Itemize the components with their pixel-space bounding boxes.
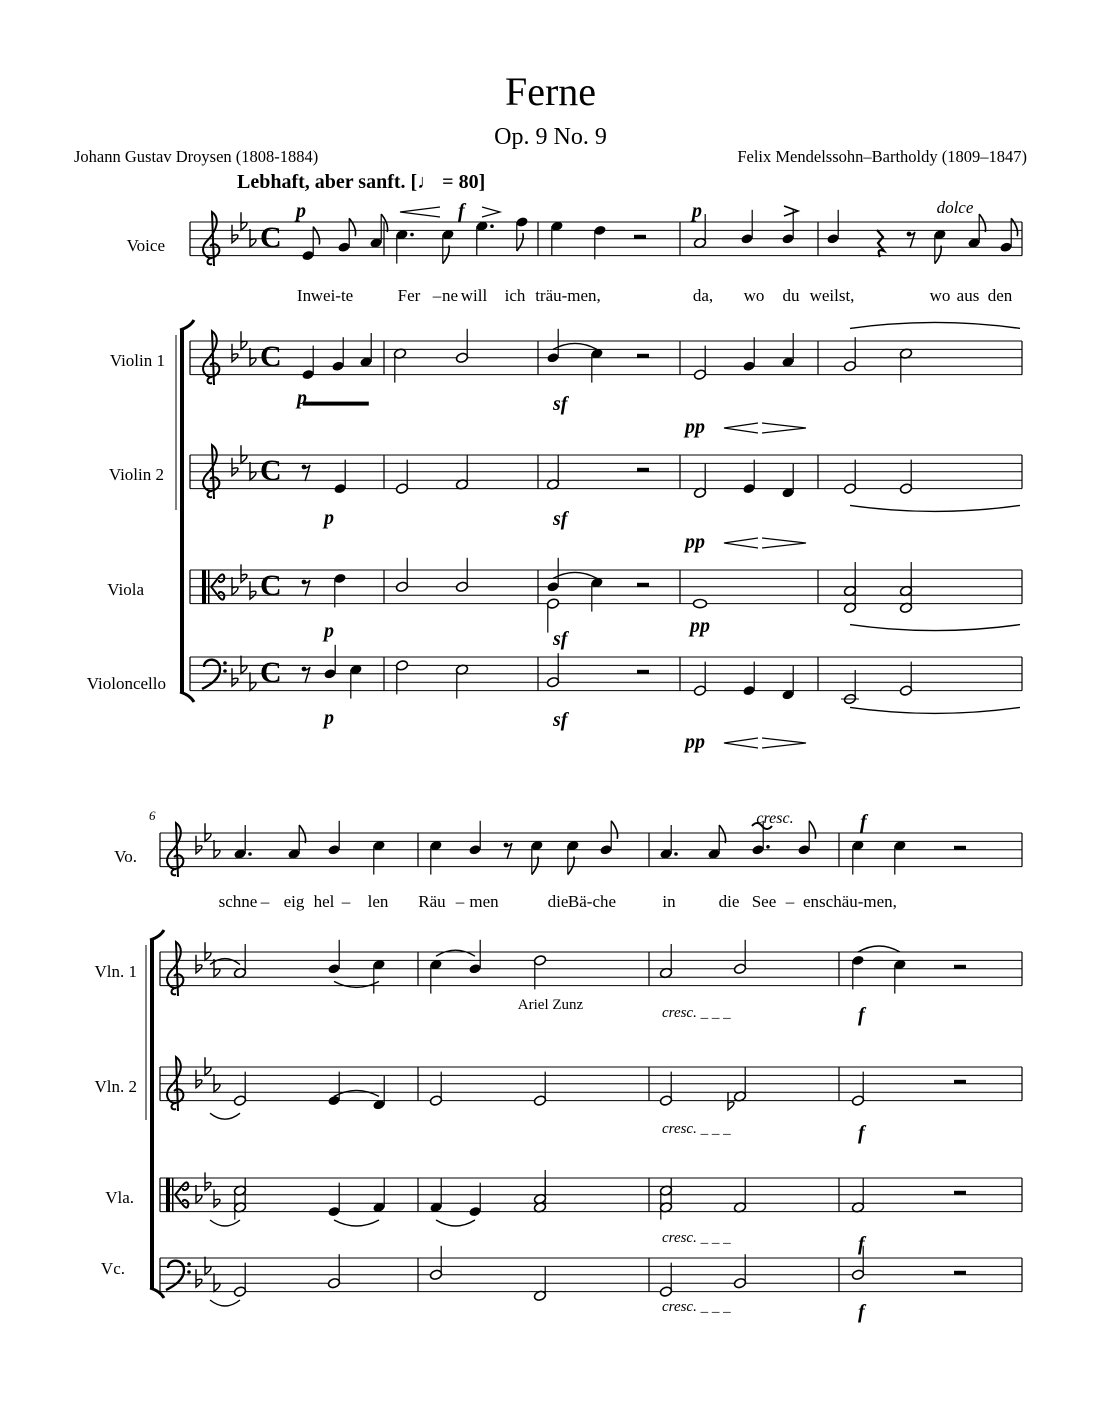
- lyric-syllable: du: [782, 286, 800, 305]
- engraver-credit: Ariel Zunz: [517, 997, 584, 1013]
- alto-clef-icon: [202, 570, 206, 604]
- flat-icon: [250, 462, 256, 480]
- crescendo-hairpin: [724, 423, 758, 433]
- staff-vo-: [160, 833, 1022, 867]
- dynamic-mark: pp: [685, 416, 705, 438]
- note: [372, 1178, 385, 1213]
- staff-violin-2: [190, 455, 1022, 489]
- flat-icon: [250, 348, 256, 366]
- group-bracket: [150, 930, 164, 940]
- group-bracket: [180, 320, 194, 330]
- alto-clef-icon: [172, 1178, 174, 1212]
- note: [781, 666, 794, 701]
- note: [455, 558, 468, 593]
- note: [301, 227, 319, 262]
- note: [327, 1254, 340, 1289]
- decrescendo-hairpin: [762, 423, 806, 433]
- measure-number: 6: [149, 808, 156, 823]
- note: [893, 840, 906, 875]
- lyric-syllable: die: [547, 892, 569, 911]
- beam: [303, 402, 369, 406]
- lyric-syllable: –: [260, 892, 270, 911]
- note: [933, 229, 946, 264]
- note: [733, 1254, 746, 1289]
- cresc-marking: cresc. _ _ _: [662, 1230, 731, 1246]
- note: [546, 329, 559, 364]
- lyric-syllable: in: [662, 892, 676, 911]
- staff-vla-: [160, 1178, 1022, 1212]
- note: [429, 1246, 442, 1281]
- flat-icon: [241, 212, 247, 230]
- flat-icon: [205, 1172, 211, 1190]
- staff-vc-: [160, 1258, 1022, 1292]
- note: [593, 225, 606, 260]
- note: [550, 220, 563, 255]
- note: [733, 940, 746, 975]
- note: [533, 1072, 546, 1107]
- slur: [436, 950, 475, 956]
- lyric-syllable: den: [987, 286, 1013, 305]
- alto-clef-icon: [208, 570, 210, 604]
- group-bracket: [150, 940, 154, 1288]
- flat-icon: [241, 564, 247, 582]
- note: [301, 346, 314, 381]
- flag: [313, 227, 319, 245]
- group-bracket: [180, 692, 194, 702]
- poet-credit: Johann Gustav Droysen (1808-1884): [74, 147, 319, 166]
- flag: [568, 857, 574, 875]
- dynamic-mark: f: [858, 1301, 865, 1323]
- note: [546, 653, 559, 688]
- lyric-syllable: Bä-che: [567, 892, 617, 911]
- flat-icon: [241, 656, 247, 674]
- flat-icon: [196, 1070, 202, 1088]
- instrument-label-short: Vc.: [100, 1259, 125, 1278]
- half-rest: [637, 583, 649, 587]
- note: [899, 348, 912, 383]
- note: [323, 645, 336, 680]
- flat-icon: [205, 823, 211, 841]
- note: [327, 1183, 340, 1218]
- note: [455, 664, 468, 699]
- note: [546, 455, 559, 490]
- dynamic-mark: p: [324, 707, 334, 729]
- flat-icon: [196, 955, 202, 973]
- lyric-syllable: hel: [313, 892, 335, 911]
- dynamic-mark: sf: [553, 709, 568, 731]
- lyric-syllable: en: [802, 892, 820, 911]
- note: [429, 1178, 442, 1213]
- lyric-syllable: ich: [504, 286, 526, 305]
- lyric-syllable: See: [751, 892, 777, 911]
- lyric-syllable: ne: [441, 286, 459, 305]
- note: [659, 944, 672, 979]
- note: [693, 464, 706, 499]
- half-rest: [634, 235, 646, 239]
- page-title: Ferne: [504, 69, 597, 114]
- lyric-syllable: schne: [218, 892, 258, 911]
- lyric-syllable: da,: [692, 286, 714, 305]
- flat-icon: [232, 577, 238, 595]
- lyric-syllable: wo: [929, 286, 951, 305]
- half-rest: [637, 354, 649, 358]
- note: [533, 1267, 546, 1302]
- opus-number: Op. 9 No. 9: [494, 124, 607, 150]
- note: [826, 210, 839, 245]
- staff-violoncello: [190, 657, 1022, 691]
- instrument-label-short: Vln. 2: [94, 1077, 137, 1096]
- time-signature: C: [260, 340, 282, 373]
- note: [333, 573, 346, 608]
- slur: [210, 1220, 240, 1226]
- lyric-syllable: men: [469, 892, 499, 911]
- note: [590, 577, 603, 612]
- note: [455, 455, 468, 490]
- clef-key-time: [202, 656, 282, 691]
- note: [530, 840, 543, 875]
- note: [372, 959, 385, 994]
- note: [797, 821, 815, 856]
- composer-credit: Felix Mendelssohn–Bartholdy (1809–1847): [737, 147, 1027, 166]
- half-rest: [954, 1271, 966, 1275]
- dot: [490, 224, 494, 228]
- slur: [334, 981, 379, 987]
- flat-icon: [196, 1269, 202, 1287]
- lyric-syllable: Räu: [418, 892, 446, 911]
- cresc-marking: cresc. _ _ _: [662, 1121, 731, 1137]
- flag: [349, 218, 355, 236]
- flat-icon: [214, 1273, 220, 1291]
- notehead: [694, 600, 707, 608]
- flat-icon: [196, 1185, 202, 1203]
- cresc-marking: cresc.: [756, 810, 794, 827]
- note: [393, 348, 406, 383]
- flag: [719, 825, 725, 843]
- flat-icon: [232, 458, 238, 476]
- note: [337, 218, 355, 253]
- cresc-marking: cresc. _ _ _: [662, 1005, 731, 1021]
- note: [327, 821, 340, 856]
- staff-vln-2: [160, 1067, 1022, 1101]
- note: [566, 840, 579, 875]
- group-bracket: [150, 1288, 164, 1298]
- slur: [850, 625, 1020, 631]
- dynamic-mark: sf: [553, 628, 568, 650]
- slur: [334, 1220, 379, 1226]
- flag: [809, 821, 815, 839]
- note: [395, 460, 408, 495]
- lyric-syllable: die: [718, 892, 740, 911]
- bass-clef-icon: [187, 1270, 191, 1274]
- slur: [850, 707, 1020, 713]
- note: [468, 1183, 481, 1218]
- lyric-syllable: len: [367, 892, 389, 911]
- note: [733, 1178, 746, 1213]
- note: [395, 229, 413, 264]
- note: [999, 218, 1017, 253]
- note: [851, 840, 864, 875]
- note: [899, 460, 912, 495]
- instrument-label-short: Vo.: [114, 847, 137, 866]
- dynamic-mark: f: [858, 1122, 865, 1144]
- note: [693, 346, 706, 381]
- flat-icon: [232, 344, 238, 362]
- lyric-syllable: –: [785, 892, 795, 911]
- slur: [210, 1113, 240, 1119]
- instrument-label-short: Vln. 1: [94, 962, 137, 981]
- decrescendo-hairpin: [482, 207, 500, 217]
- note: [599, 821, 617, 856]
- crescendo-hairpin: [724, 538, 758, 548]
- note: [851, 1178, 864, 1213]
- flat-icon: [205, 1257, 211, 1275]
- decrescendo-hairpin: [762, 538, 806, 548]
- note: [742, 662, 755, 697]
- note: [349, 664, 362, 699]
- note: [742, 460, 755, 495]
- instrument-label: Violoncello: [86, 674, 166, 693]
- flat-icon: [250, 672, 256, 690]
- cresc-marking: cresc. _ _ _: [662, 1299, 731, 1315]
- accent-mark: [784, 206, 798, 216]
- note: [429, 840, 442, 875]
- note: [233, 1263, 246, 1298]
- dynamic-mark: sf: [553, 508, 568, 530]
- note: [327, 940, 340, 975]
- flat-icon: [232, 225, 238, 243]
- flag: [532, 857, 538, 875]
- note: [372, 840, 385, 875]
- time-signature: C: [260, 656, 282, 689]
- slur: [210, 1300, 240, 1306]
- quarter-rest: [877, 230, 884, 257]
- note: [742, 337, 755, 372]
- dynamic-mark: p: [692, 200, 702, 222]
- note: [515, 216, 528, 251]
- note: [475, 220, 493, 255]
- half-rest: [637, 670, 649, 674]
- flat-icon: [214, 1074, 220, 1092]
- flat-icon: [250, 229, 256, 247]
- flat-icon: [214, 1189, 220, 1207]
- tempo-marking: Lebhaft, aber sanft. [♩ = 80]: [237, 171, 486, 193]
- note: [733, 1067, 746, 1102]
- flag: [443, 246, 449, 264]
- note: [233, 825, 251, 860]
- staff-voice: [190, 222, 1022, 256]
- lyric-syllable: wei-te: [310, 286, 354, 305]
- flag: [1011, 218, 1017, 236]
- lyric-syllable: aus: [956, 286, 980, 305]
- flag: [517, 233, 523, 251]
- note: [455, 329, 468, 364]
- note: [468, 940, 481, 975]
- half-rest: [954, 1191, 966, 1195]
- staff-violin-1: [190, 341, 1022, 375]
- dynamic-mark: f: [858, 1233, 865, 1255]
- dynamic-mark: pp: [685, 731, 705, 753]
- lyric-syllable: will: [460, 286, 488, 305]
- dolce-marking: dolce: [936, 198, 974, 217]
- group-bracket: [180, 330, 184, 692]
- note: [395, 558, 408, 593]
- bass-clef-icon: [187, 1262, 191, 1266]
- note: [369, 214, 387, 249]
- note: [694, 600, 707, 608]
- flag: [935, 246, 941, 264]
- note: [781, 464, 794, 499]
- time-signature: C: [260, 569, 282, 602]
- flat-icon: [196, 836, 202, 854]
- flat-icon: [232, 668, 238, 686]
- instrument-label: Voice: [126, 236, 165, 255]
- instrument-label: Viola: [107, 580, 144, 599]
- lyric-syllable: schäu-men,: [819, 892, 897, 911]
- crescendo-hairpin: [400, 207, 440, 217]
- dynamic-mark: p: [324, 507, 334, 529]
- note: [781, 333, 794, 368]
- half-rest: [954, 846, 966, 850]
- dynamic-mark: p: [324, 620, 334, 642]
- flag: [611, 821, 617, 839]
- note: [429, 959, 442, 994]
- instrument-label: Violin 1: [109, 351, 165, 370]
- note: [841, 670, 859, 705]
- flat-icon: [205, 1057, 211, 1075]
- note: [659, 825, 677, 860]
- note: [843, 460, 856, 495]
- staff-viola: [190, 570, 1022, 604]
- lyric-syllable: Fer: [397, 286, 421, 305]
- lyric-syllable: In: [296, 286, 312, 305]
- slur: [850, 505, 1020, 511]
- note: [468, 821, 481, 856]
- note: [287, 825, 305, 860]
- dynamic-mark: sf: [553, 393, 568, 415]
- note: [533, 955, 546, 990]
- dynamic-mark: pp: [685, 531, 705, 553]
- slur: [334, 1090, 379, 1096]
- dynamic-mark: p: [297, 387, 307, 409]
- dynamic-mark: f: [858, 1004, 865, 1026]
- slur: [858, 946, 900, 952]
- note: [967, 214, 985, 249]
- note: [333, 460, 346, 495]
- note: [851, 1072, 864, 1107]
- note: [590, 348, 603, 383]
- dynamic-mark: f: [860, 811, 867, 833]
- lyric-syllable: –: [432, 286, 442, 305]
- slur: [436, 1220, 475, 1226]
- note: [429, 1072, 442, 1107]
- lyric-syllable: –: [341, 892, 351, 911]
- slur: [553, 343, 597, 349]
- note: [441, 229, 454, 264]
- note: [843, 337, 856, 372]
- half-rest: [637, 468, 649, 472]
- slur: [850, 322, 1020, 328]
- clef-key-time: [166, 1257, 220, 1292]
- note: [899, 579, 912, 614]
- note: [233, 1072, 246, 1107]
- flag: [299, 825, 305, 843]
- instrument-label: Violin 2: [108, 465, 164, 484]
- dot: [674, 852, 678, 856]
- slur: [553, 572, 597, 578]
- lyric-syllable: weilst,: [809, 286, 855, 305]
- lyric-syllable: –: [455, 892, 465, 911]
- note: [899, 662, 912, 697]
- bass-clef-icon: [223, 669, 227, 673]
- bass-clef-icon: [223, 661, 227, 665]
- note: [659, 1072, 672, 1107]
- staff-vln-1: [160, 952, 1022, 986]
- note: [693, 662, 706, 697]
- note: [740, 210, 753, 245]
- dynamic-mark: f: [458, 200, 465, 222]
- note: [843, 579, 856, 614]
- lyric-syllable: eig: [283, 892, 305, 911]
- note: [851, 955, 864, 990]
- decrescendo-hairpin: [762, 738, 806, 748]
- instrument-label-short: Vla.: [105, 1188, 134, 1207]
- flat-icon: [241, 331, 247, 349]
- half-rest: [954, 1080, 966, 1084]
- note: [327, 1072, 340, 1107]
- note: [395, 660, 408, 695]
- flat-icon: [241, 445, 247, 463]
- bass-clef-icon: [166, 1261, 184, 1290]
- flat-icon: [250, 581, 256, 599]
- note: [372, 1076, 385, 1111]
- crescendo-hairpin: [724, 738, 758, 748]
- dot: [248, 852, 252, 856]
- note: [546, 558, 559, 593]
- note: [659, 1263, 672, 1298]
- flag: [979, 214, 985, 232]
- time-signature: C: [260, 221, 282, 254]
- dynamic-mark: p: [296, 200, 306, 222]
- dot: [766, 845, 770, 849]
- note: [331, 337, 344, 372]
- note: [359, 333, 372, 368]
- note: [893, 959, 906, 994]
- flat-icon: [205, 942, 211, 960]
- dot: [410, 233, 414, 237]
- alto-clef-icon: [166, 1178, 170, 1212]
- flat-icon: [214, 840, 220, 858]
- dynamic-mark: pp: [690, 615, 710, 637]
- lyric-syllable: wo: [743, 286, 765, 305]
- bass-clef-icon: [202, 660, 220, 689]
- lyric-syllable: träu-men,: [535, 286, 601, 305]
- note: [707, 825, 725, 860]
- time-signature: C: [260, 454, 282, 487]
- half-rest: [954, 965, 966, 969]
